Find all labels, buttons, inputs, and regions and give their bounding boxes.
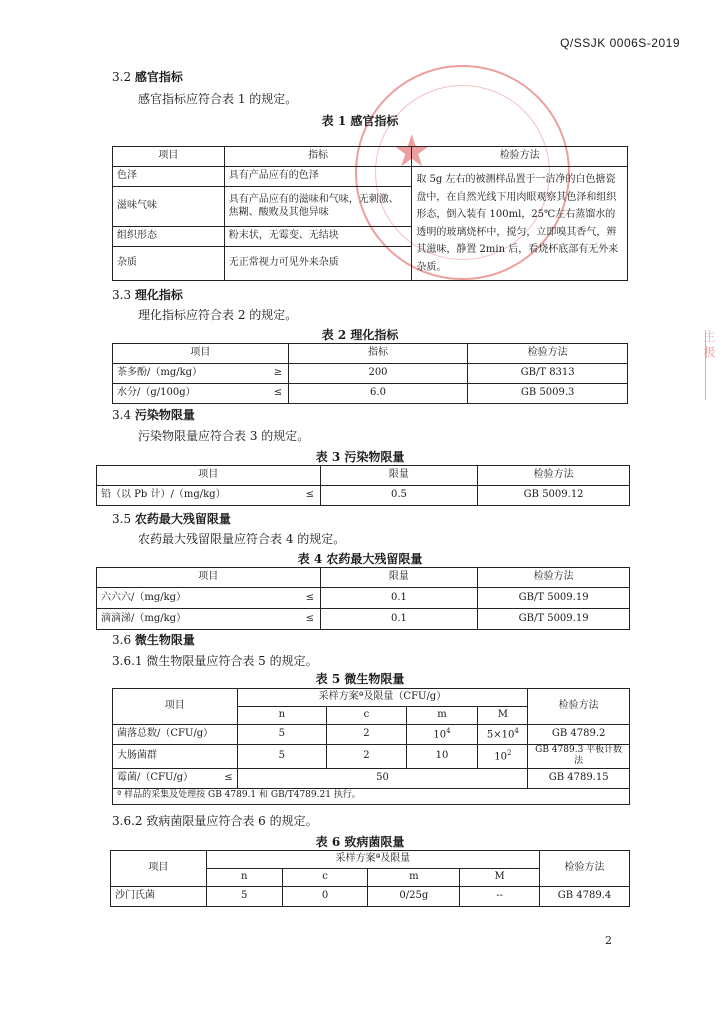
table-row [97,609,630,630]
table-cell [406,725,478,745]
table-cell: GB 4789.3 平板计数法 [528,745,630,769]
section-title: 理化指标 [134,288,183,302]
table-subheader: M [478,707,528,725]
table-6-caption: 表 6 致病菌限量 [315,835,405,849]
table-header: 项目 [97,568,321,588]
table-cell: 无正常视力可见外来杂质 [224,247,412,281]
table-cell: 杂质 [113,247,225,281]
section-title: 农药最大残留限量 [134,512,231,526]
table-cell: 0.1 [320,588,478,609]
table-row [113,167,628,187]
table-3 [96,465,630,506]
table-cell: 5 [237,745,327,769]
table-cell: GB 4789.2 [528,725,630,745]
table-row [113,384,628,404]
table-row [97,486,630,506]
table-4-caption: 表 4 农药最大残留限量 [297,552,423,566]
section-3-5-paragraph: 农药最大残留限量应符合表 4 的规定。 [138,532,346,546]
table-cell: GB/T 5009.19 [478,609,630,630]
table-header: 限量 [320,568,478,588]
comparison-operator: ≤ [220,768,237,788]
table-subheader: n [206,869,282,887]
table-row [113,364,628,384]
table-cell: 色泽 [113,167,225,187]
table-subheader: m [368,869,460,887]
section-number: 3.5 [112,512,132,526]
table-cell: 0/25g [368,887,460,907]
table-header: 采样方案ª及限量（CFU/g） [237,689,528,707]
section-number: 3.3 [112,288,132,302]
section-number: 3.6 [112,633,132,647]
table-5 [112,688,630,805]
section-number: 3.4 [112,408,132,422]
table-row [113,725,630,745]
table-3-caption: 表 3 污染物限量 [315,450,405,464]
section-3-2-heading [112,68,183,85]
table-row [113,768,630,788]
table-5-caption: 表 5 微生物限量 [315,672,405,686]
section-3-2-paragraph: 感官指标应符合表 1 的规定。 [138,92,298,106]
table-cell: GB/T 5009.19 [478,588,630,609]
table-cell: 200 [288,364,468,384]
table-header: 采样方案ª及限量 [206,851,539,869]
section-3-6-heading [112,631,195,648]
table-2 [112,343,628,404]
table-cell: 0 [282,887,368,907]
table-cell: GB/T 8313 [468,364,628,384]
section-number: 3.2 [112,70,132,84]
comparison-operator: ≤ [300,609,320,630]
section-title: 感官指标 [134,70,183,84]
table-cell: 组织形态 [113,227,225,247]
section-3-6-2-paragraph: 3.6.2 致病菌限量应符合表 6 的规定。 [112,814,318,828]
table-cell: 滋味气味 [113,187,225,227]
table-cell: 菌落总数/（CFU/g） [113,725,238,745]
table-cell: 具有产品应有的色泽 [224,167,412,187]
section-3-3-paragraph: 理化指标应符合表 2 的规定。 [138,308,298,322]
section-3-5-heading [112,510,231,527]
table-header: 限量 [320,466,478,486]
table-cell: 霉菌/（CFU/g） [113,768,221,788]
section-3-4-heading [112,406,195,423]
comparison-operator: ≤ [300,486,320,506]
table-subheader: M [460,869,540,887]
table-subheader: m [406,707,478,725]
table-row [113,745,630,769]
table-header: 检验方法 [478,466,630,486]
comparison-operator: ≤ [300,588,320,609]
comparison-operator: ≥ [268,364,288,384]
table-cell: 具有产品应有的滋味和气味，无刺激、焦糊、酸败及其他异味 [224,187,412,227]
table-cell: 0.1 [320,609,478,630]
table-cell: GB 5009.3 [468,384,628,404]
table-cell: 0.5 [320,486,478,506]
table-cell [478,725,528,745]
exponent: 2 [506,748,512,757]
table-cell: 2 [327,725,407,745]
table-cell: 5 [206,887,282,907]
document-number: Q/SSJK 0006S-2019 [560,36,680,50]
table-header: 检验方法 [478,568,630,588]
table-header: 检验方法 [468,344,628,364]
table-cell: GB 5009.12 [478,486,630,506]
comparison-operator: ≤ [268,384,288,404]
table-subheader: n [237,707,327,725]
table-header: 项目 [113,689,238,725]
table-row [97,588,630,609]
seal-star-icon: ★ [392,126,432,177]
base: 5×10 [486,729,515,741]
table-1-caption: 表 1 感官指标 [321,114,399,128]
table-header: 检验方法 [540,851,630,887]
section-3-4-paragraph: 污染物限量应符合表 3 的规定。 [138,429,310,443]
table-header: 项目 [111,851,207,887]
table-cell: 六六六/（mg/kg） [97,588,301,609]
table-header: 指标 [224,147,412,167]
table-cell: 铅（以 Pb 计）/（mg/kg） [97,486,301,506]
table-cell: 5 [237,725,327,745]
table-cell: GB 4789.4 [540,887,630,907]
table-header: 项目 [113,147,225,167]
table-1 [112,146,628,281]
section-3-3-heading [112,286,183,303]
section-title: 污染物限量 [134,408,195,422]
edge-seal-fragment: 主 极 [705,330,720,400]
exponent: 4 [514,727,519,736]
table-cell: GB 4789.15 [528,768,630,788]
table-header: 指标 [288,344,468,364]
base: 10 [494,751,507,763]
exponent: 4 [446,727,451,736]
page-number: 2 [605,934,612,947]
table-cell: 水分/（g/100g） [113,384,269,404]
base: 10 [435,750,449,761]
table-cell [406,745,478,769]
table-cell: 50 [237,768,528,788]
table-row [111,887,630,907]
table-cell: 6.0 [288,384,468,404]
test-method-cell: 取 5g 左右的被测样品置于一洁净的白色搪瓷盘中，在自然光线下用肉眼观察其色泽和组织形态，倒入装有 100ml，25℃左右蒸馏水的透明的玻璃烧杯中，搅匀，立即嗅其香气，辨其滋味，静置 2min 后，看烧杯底部有无外来杂质。 [412,167,628,281]
table-4 [96,567,630,630]
table-cell: 大肠菌群 [113,745,238,769]
table-header: 项目 [113,344,289,364]
section-title: 微生物限量 [134,633,195,647]
table-footnote: ª 样品的采集及处理按 GB 4789.1 和 GB/T4789.21 执行。 [113,788,630,804]
table-header: 检验方法 [528,689,630,725]
table-cell: 粉末状，无霉变、无结块 [224,227,412,247]
table-cell: 滴滴涕/（mg/kg） [97,609,301,630]
table-cell: 2 [327,745,407,769]
table-header: 检验方法 [412,147,628,167]
table-header: 项目 [97,466,321,486]
table-cell: 茶多酚/（mg/kg） [113,364,269,384]
table-cell: -- [460,887,540,907]
table-cell: 沙门氏菌 [111,887,207,907]
table-subheader: c [327,707,407,725]
table-cell [478,745,528,769]
section-3-6-1-paragraph: 3.6.1 微生物限量应符合表 5 的规定。 [112,654,318,668]
table-6 [110,850,630,907]
table-subheader: c [282,869,368,887]
base: 10 [433,729,447,741]
table-2-caption: 表 2 理化指标 [321,328,399,342]
table-note-row [113,788,630,804]
